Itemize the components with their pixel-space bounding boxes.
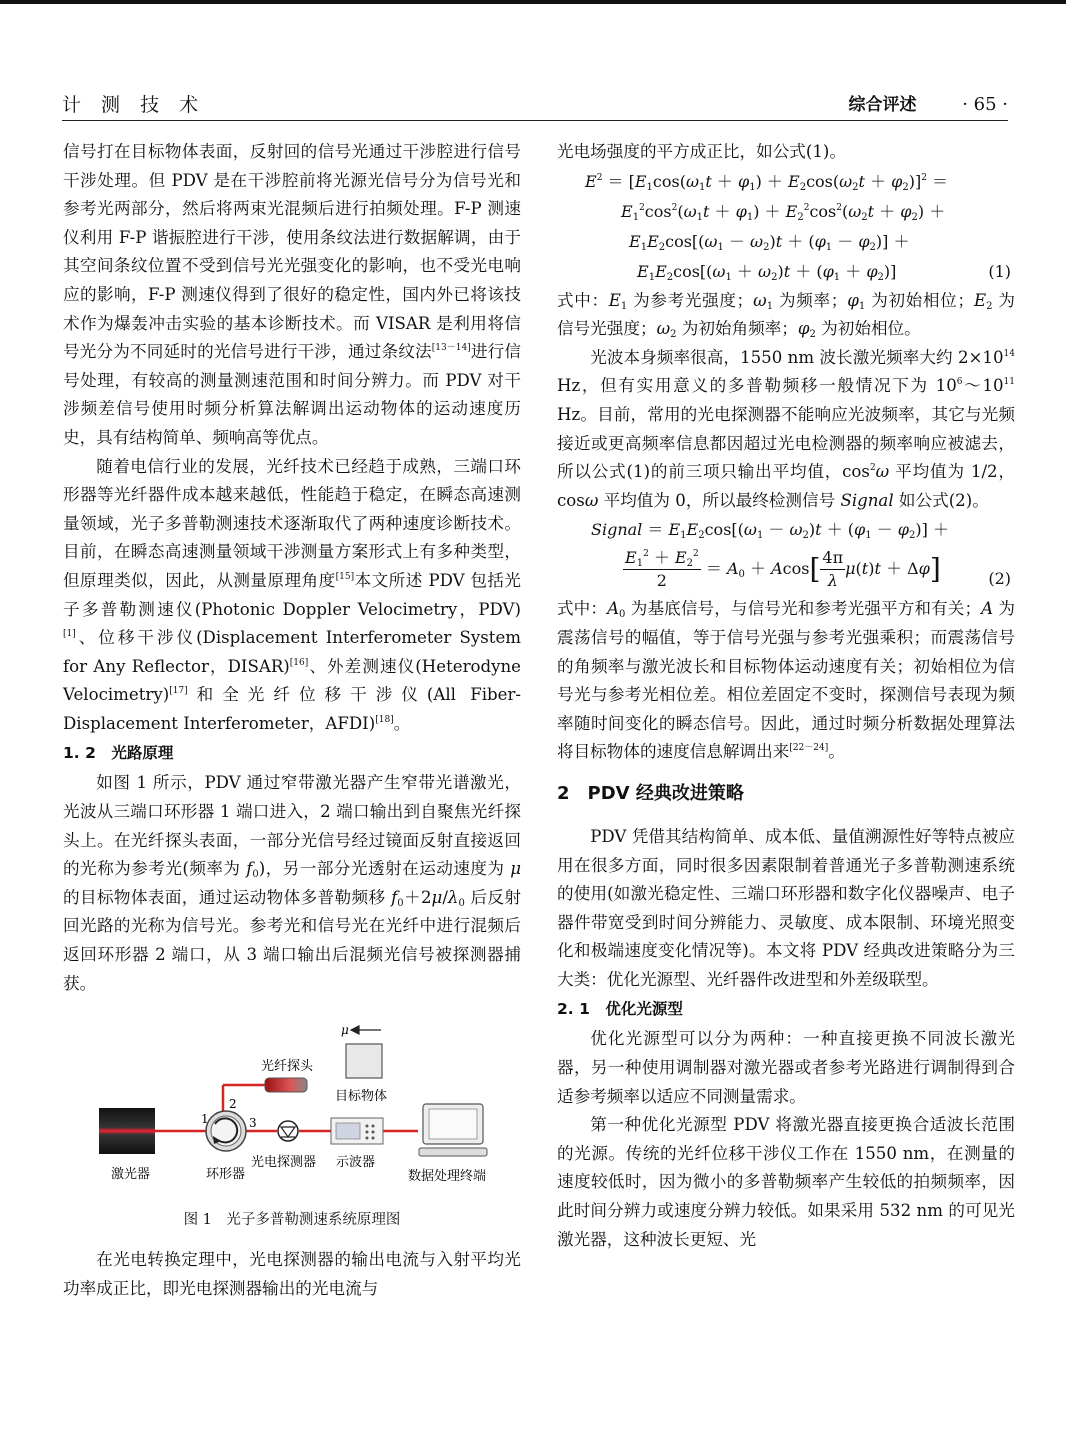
equation-1-number: (1) xyxy=(988,261,1011,281)
page-header xyxy=(62,90,1008,121)
journal-name: 计 测 技 术 xyxy=(62,94,206,116)
equation-2-line-1: Signal ＝ $E_1E_2\cos[(\omega_1 - \omega_2)t + (\varphi_1 - \varphi_2)]$ ＋ xyxy=(591,520,949,542)
port-1-label: 1 xyxy=(201,1112,209,1127)
figure-caption: 图 1 光子多普勒测速系统原理图 xyxy=(183,1212,401,1229)
paragraph: 光波本身频率很高，1550 nm 波长激光频率大约 $2\times 10^{14}$ Hz，但有实用意义的多普勒频移一般情况下为 $10^6\sim 10^{11}$ Hz。目前，常用的光电探测器不能响应光波频率，其它与光频接近或更高频率信息都因超过光电检测器的频率响应被滤去，所以公式(1)的前三项只输出平均值，$\cos^2\omega$ 平均值为 1/2，cosω 平均值为 0，所以最终检测信号 Signal 如公式(2)。 xyxy=(557,347,1015,510)
left-column xyxy=(63,138,521,1303)
equation-1-line-2: $E_1^2\cos^2(\omega_1t + \varphi_1) + E_2^2\cos^2(\omega_2t + \varphi_2)$ ＋ xyxy=(621,201,946,223)
paragraph: PDV 凭借其结构简单、成本低、量值溯源性好等特点被应用在很多方面，同时很多因素限制着普通光子多普勒测速系统的使用(如激光稳定性、三端口环形器和数字化仪器噪声、电子器件带宽受到时间分辨能力、灵敏度、成本限制、环境光照变化和极端速度变化情况等)。本文将 PDV 经典改进策略分为三大类：优化光源型、光纤器件改进型和外差级联型。 xyxy=(557,826,1015,989)
target-label: 目标物体 xyxy=(335,1089,388,1105)
laser-label: 激光器 xyxy=(111,1167,151,1183)
page-number: · 65 · xyxy=(962,94,1008,115)
paragraph: 在光电转换定理中，光电探测器的输出电流与入射平均光功率成正比，即光电探测器输出的光电流与 xyxy=(63,1250,521,1298)
paragraph: 信号打在目标物体表面，反射回的信号光通过干涉腔进行信号干涉处理。但 PDV 是在干涉腔前将光源光信号分为信号光和参考光两部分，然后将两束光混频后进行拍频处理。F-P 测速仪利用 F-P 谐振腔进行干涉，使用条纹法进行数据解调，由于其空间条纹位置不受到信号光光强变化的影响，也不受光电响应的影响，F-P 测速仪得到了很好的稳定性，国内外已将该技术作为爆轰冲击实验的基本诊断技术。而 VISAR 是利用将信号光分为不同延时的光信号进行干涉，通过条纹法[13－14]进行信号处理，有较高的测量测速范围和时间分辨力。而 PDV 对干涉频差信号使用时频分析算法解调出运动物体的运动速度历史，具有结构简单、频响高等优点。 xyxy=(63,142,522,447)
right-column xyxy=(557,138,1015,1254)
terminal-label: 数据处理终端 xyxy=(408,1169,487,1185)
paragraph: 如图 1 所示，PDV 通过窄带激光器产生窄带光谱激光，光波从三端口环形器 1 端口进入，2 端口输出到自聚焦光纤探头上。在光纤探头表面，一部分光信号经过镜面反射直接返回的光称为参考光(频率为 $f_0$)，另一部分光透射在运动速度为 μ 的目标物体表面，通过运动物体多普勒频移 $f_0+2\mu/\lambda_0$ 后反射回光路的光称为信号光。参考光和信号光在光纤中进行混频后返回环形器 2 端口，从 3 端口输出后混频光信号被探测器捕获。 xyxy=(63,773,522,993)
pdv-diagram xyxy=(63,1008,521,1208)
port-2-label: 2 xyxy=(229,1097,237,1112)
velocity-label: μ xyxy=(341,1023,349,1038)
figure-1 xyxy=(63,1008,521,1208)
oscilloscope-icon xyxy=(331,1118,383,1144)
section-heading-2-1: 2. 1 优化光源型 xyxy=(557,1000,683,1019)
circulator-label: 环形器 xyxy=(206,1167,246,1183)
section-name: 综合评述 xyxy=(848,95,917,115)
oscilloscope-label: 示波器 xyxy=(336,1155,376,1171)
paragraph: 随着电信行业的发展，光纤技术已经趋于成熟，三端口环形器等光纤器件成本越来越低，性能趋于稳定，在瞬态高速测量领域，光子多普勒测速技术逐渐取代了两种速度诊断技术。目前，在瞬态高速测量领域干涉测量方案形式上有多种类型，但原理类似，因此，从测量原理角度[15]本文所述 PDV 包括光子多普勒测速仪(Photonic Doppler Velocimetry，PDV)[1]、位移干涉仪(Displacement Interferometer System for Any Reflector，DISAR)[16]、外差测速仪(Heterodyne Velocimetry)[17]和全光纤位移干涉仪(All Fiber-Displacement Interferometer，AFDI)[18]。 xyxy=(63,456,522,733)
fiber-probe-icon xyxy=(265,1078,307,1092)
photodetector-icon xyxy=(278,1121,298,1141)
header-right xyxy=(848,90,1008,115)
paragraph: 光电场强度的平方成正比，如公式(1)。 xyxy=(557,142,847,161)
circulator-icon xyxy=(206,1111,246,1151)
paragraph: 优化光源型可以分为两种：一种直接更换不同波长激光器，另一种使用调制器对激光器或者参考光路进行调制得到合适参考频率以适应不同测量需求。 xyxy=(557,1029,1015,1106)
equation-1-line-1: $E^2 = [E_1\cos(\omega_1t + \varphi_1) + E_2\cos(\omega_2t + \varphi_2)]^2$ ＝ xyxy=(585,171,949,193)
equation-2-number: (2) xyxy=(988,569,1011,589)
port-3-label: 3 xyxy=(249,1116,257,1131)
equation-1-line-3: $E_1E_2\cos[(\omega_1 - \omega_2)t + (\varphi_1 - \varphi_2)]$ ＋ xyxy=(629,231,910,253)
paragraph: 式中：$E_1$ 为参考光强度；$\omega_1$ 为频率；$\varphi_1$ 为初始相位；$E_2$ 为信号光强度；$\omega_2$ 为初始角频率；$\varphi_2$ 为初始相位。 xyxy=(557,290,1016,341)
probe-label: 光纤探头 xyxy=(261,1059,314,1075)
detector-label: 光电探测器 xyxy=(251,1155,317,1171)
equation-2-line-2: $\frac{E_1^2 + E_2^2}{2}$ ＝ $A_0 + Acos$[ $\frac{4\pi}{\lambda}$ μ(t)t ＋ Δφ] (2) xyxy=(557,545,1015,595)
section-heading-1-2: 1. 2 光路原理 xyxy=(63,744,174,763)
target-object-icon xyxy=(346,1044,382,1078)
top-border xyxy=(0,0,1066,4)
computer-terminal-icon xyxy=(419,1104,487,1156)
section-heading-2: 2 PDV 经典改进策略 xyxy=(557,782,744,804)
paragraph: 第一种优化光源型 PDV 将激光器直接更换合适波长范围的光源。传统的光纤位移干涉仪工作在 1550 nm，在测量的速度较低时，因为微小的多普勒频率产生较低的拍频频率，因此时间分辨力或速度分辨力较低。如果采用 532 nm 的可见光激光器，这种波长更短、光 xyxy=(557,1115,1015,1249)
laser-icon xyxy=(99,1108,155,1154)
equation-1-line-4: $E_1E_2\cos[(\omega_1 + \omega_2)t + (\varphi_1 + \varphi_2)]$ (1) xyxy=(557,257,1015,287)
paragraph: 式中：$A_0$ 为基底信号，与信号光和参考光强平方和有关；A 为震荡信号的幅值，等于信号光强与参考光强乘积；而震荡信号的角频率与激光波长和目标物体运动速度有关；初始相位为信号光与参考光相位差。相位差固定不变时，探测信号表现为频率随时间变化的瞬态信号。因此，通过时频分析数据处理算法将目标物体的速度信息解调出来[22－24]。 xyxy=(557,599,1016,762)
velocity-arrow-icon xyxy=(351,1026,381,1034)
